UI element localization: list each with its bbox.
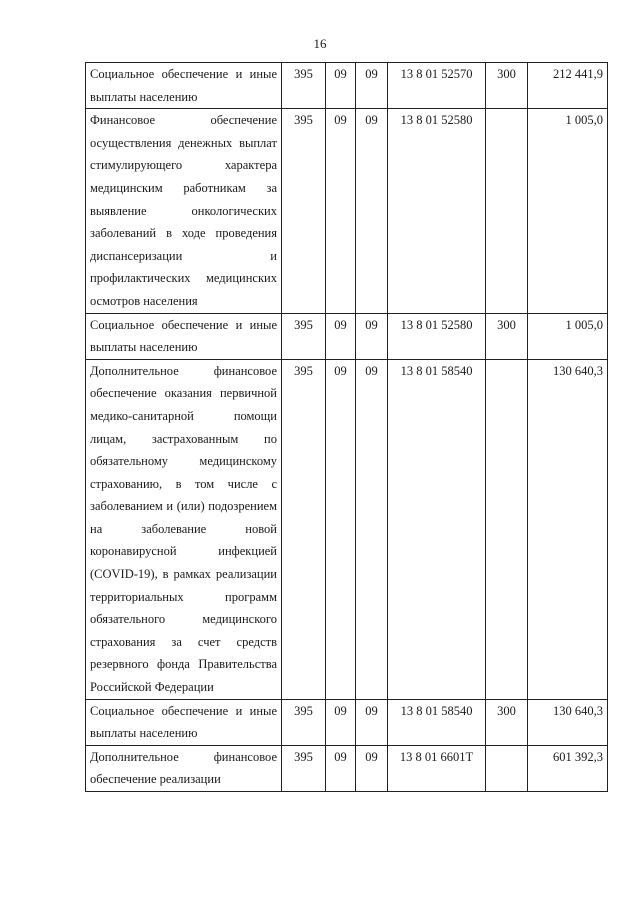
row-name: Социальное обеспечение и иные выплаты населению [86, 313, 282, 359]
row-subsection: 09 [356, 359, 388, 699]
row-name: Дополнительное финансовое обеспечение реализации [86, 745, 282, 791]
row-subsection: 09 [356, 745, 388, 791]
table-row [86, 745, 608, 791]
row-section: 09 [326, 63, 356, 109]
table-row [86, 359, 608, 699]
row-grbs: 395 [282, 699, 326, 745]
row-grbs: 395 [282, 63, 326, 109]
budget-table [85, 62, 608, 792]
row-section: 09 [326, 745, 356, 791]
row-expense-type [486, 745, 528, 791]
row-expense-type: 300 [486, 699, 528, 745]
row-grbs: 395 [282, 745, 326, 791]
table-row [86, 313, 608, 359]
row-grbs: 395 [282, 359, 326, 699]
row-amount: 130 640,3 [528, 699, 608, 745]
row-amount: 601 392,3 [528, 745, 608, 791]
row-amount: 1 005,0 [528, 313, 608, 359]
row-target-article: 13 8 01 52580 [388, 313, 486, 359]
row-section: 09 [326, 699, 356, 745]
row-name: Социальное обеспечение и иные выплаты населению [86, 699, 282, 745]
row-subsection: 09 [356, 63, 388, 109]
row-name: Социальное обеспечение и иные выплаты населению [86, 63, 282, 109]
row-section: 09 [326, 313, 356, 359]
row-grbs: 395 [282, 109, 326, 313]
row-target-article: 13 8 01 52580 [388, 109, 486, 313]
row-subsection: 09 [356, 109, 388, 313]
row-expense-type [486, 109, 528, 313]
row-amount: 130 640,3 [528, 359, 608, 699]
row-amount: 212 441,9 [528, 63, 608, 109]
row-expense-type: 300 [486, 63, 528, 109]
row-target-article: 13 8 01 58540 [388, 699, 486, 745]
row-target-article: 13 8 01 58540 [388, 359, 486, 699]
page-number: 16 [313, 36, 327, 51]
row-name: Финансовое обеспечение осуществления денежных выплат стимулирующего характера медицинским работникам за выявление онкологических заболеваний в ходе проведения диспансеризации и профилактических медицинских осмотров населения [86, 109, 282, 313]
row-subsection: 09 [356, 699, 388, 745]
row-expense-type: 300 [486, 313, 528, 359]
row-section: 09 [326, 359, 356, 699]
row-amount: 1 005,0 [528, 109, 608, 313]
row-target-article: 13 8 01 6601Т [388, 745, 486, 791]
row-subsection: 09 [356, 313, 388, 359]
row-expense-type [486, 359, 528, 699]
row-target-article: 13 8 01 52570 [388, 63, 486, 109]
row-section: 09 [326, 109, 356, 313]
table-row [86, 109, 608, 313]
table-row [86, 63, 608, 109]
table-row [86, 699, 608, 745]
row-name: Дополнительное финансовое обеспечение оказания первичной медико-санитарной помощи лицам, застрахованным по обязательному медицинскому страхованию, в том числе с заболеванием и (или) подозрением на заболевание новой коронавирусной инфекцией (COVID-19), в рамках реализации территориальных программ обязательного медицинского страхования за счет средств резервного фонда Правительства Российской Федерации [86, 359, 282, 699]
row-grbs: 395 [282, 313, 326, 359]
